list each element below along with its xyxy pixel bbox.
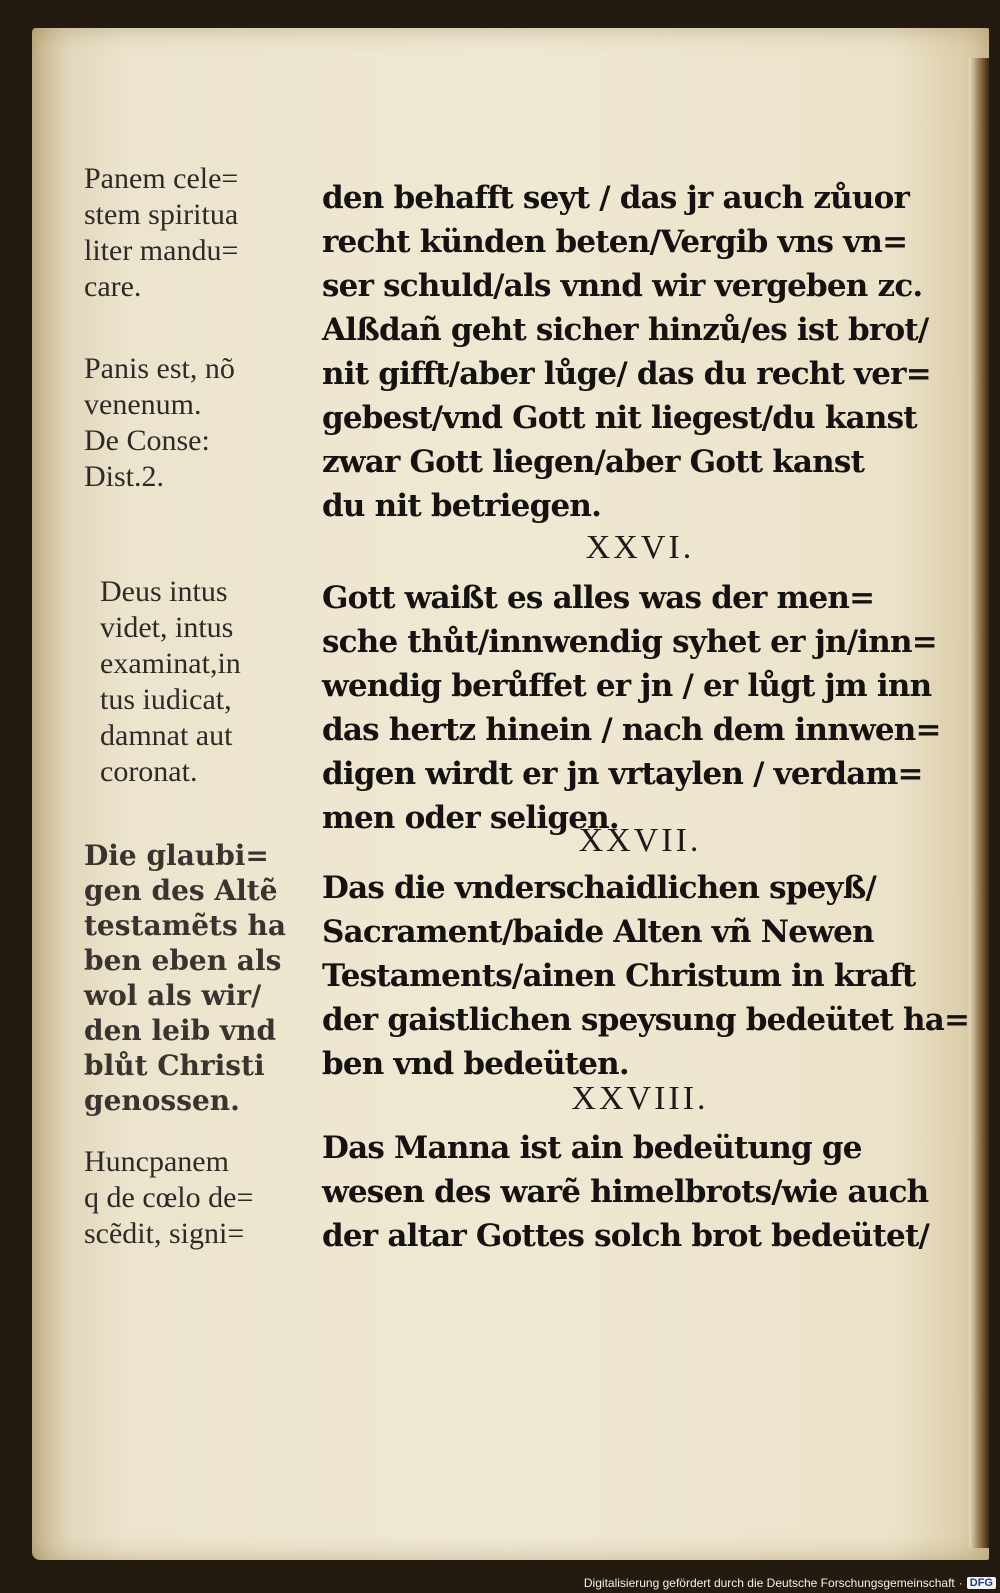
paragraph-2: Gott waißt es alles was der men= sche thůt/innwendig syhet er jn/inn= wendig berůffet er jn / er lůgt jm inn das hertz hinein / nach dem innwen= digen wirdt er jn vrtaylen / verdam= men oder seligen.: [322, 580, 941, 836]
paragraph-1: den behafft seyt / das jr auch zůuor recht künden beten/Vergib vns vn= ser schuld/als vnnd wir vergeben zc. Alßdañ geht sicher hinzů/es ist brot/ nit gifft/aber lůge/ das du recht ver= gebest/vnd Gott nit liegest/du kanst zwar Gott liegen/aber Gott kanst du nit betriegen.: [322, 180, 931, 524]
heading-xxvi: XXVI.: [585, 529, 695, 566]
heading-xxvii: XXVII.: [578, 822, 702, 859]
margin-note-glaubigen: Die glaubi= gen des Altẽ testamẽts ha ben eben als wol als wir/ den leib vnd blůt Christi genossen.: [84, 839, 286, 1117]
margin-note-panem: Panem cele= stem spiritua liter mandu= care.: [84, 162, 239, 303]
margin-note-deus: Deus intus videt, intus examinat,in tus iudicat, damnat aut coronat.: [100, 575, 241, 788]
footer-text: Digitalisierung gefördert durch die Deutsche Forschungsgemeinschaft: [583, 1576, 955, 1590]
margin-note-panis: Panis est, nõ venenum. De Conse: Dist.2.: [84, 352, 235, 493]
dfg-logo: DFG: [967, 1577, 996, 1589]
heading-xxviii: XXVIII.: [571, 1080, 709, 1117]
paragraph-4: Das Manna ist ain bedeütung ge wesen des warẽ himelbrots/wie auch der altar Gottes solch brot bedeütet/: [322, 1130, 930, 1254]
margin-note-huncpanem: Huncpanem q de cœlo de= scẽdit, signi=: [84, 1145, 254, 1250]
page-edge: [969, 58, 989, 1548]
digitization-footer: Digitalisierung gefördert durch die Deutsche Forschungsgemeinschaft · DFG: [584, 1576, 996, 1590]
paragraph-3: Das die vnderschaidlichen speyß/ Sacrament/baide Alten vñ Newen Testaments/ainen Christum in kraft der gaistlichen speysung bedeütet ha= ben vnd bedeüten.: [322, 870, 970, 1082]
